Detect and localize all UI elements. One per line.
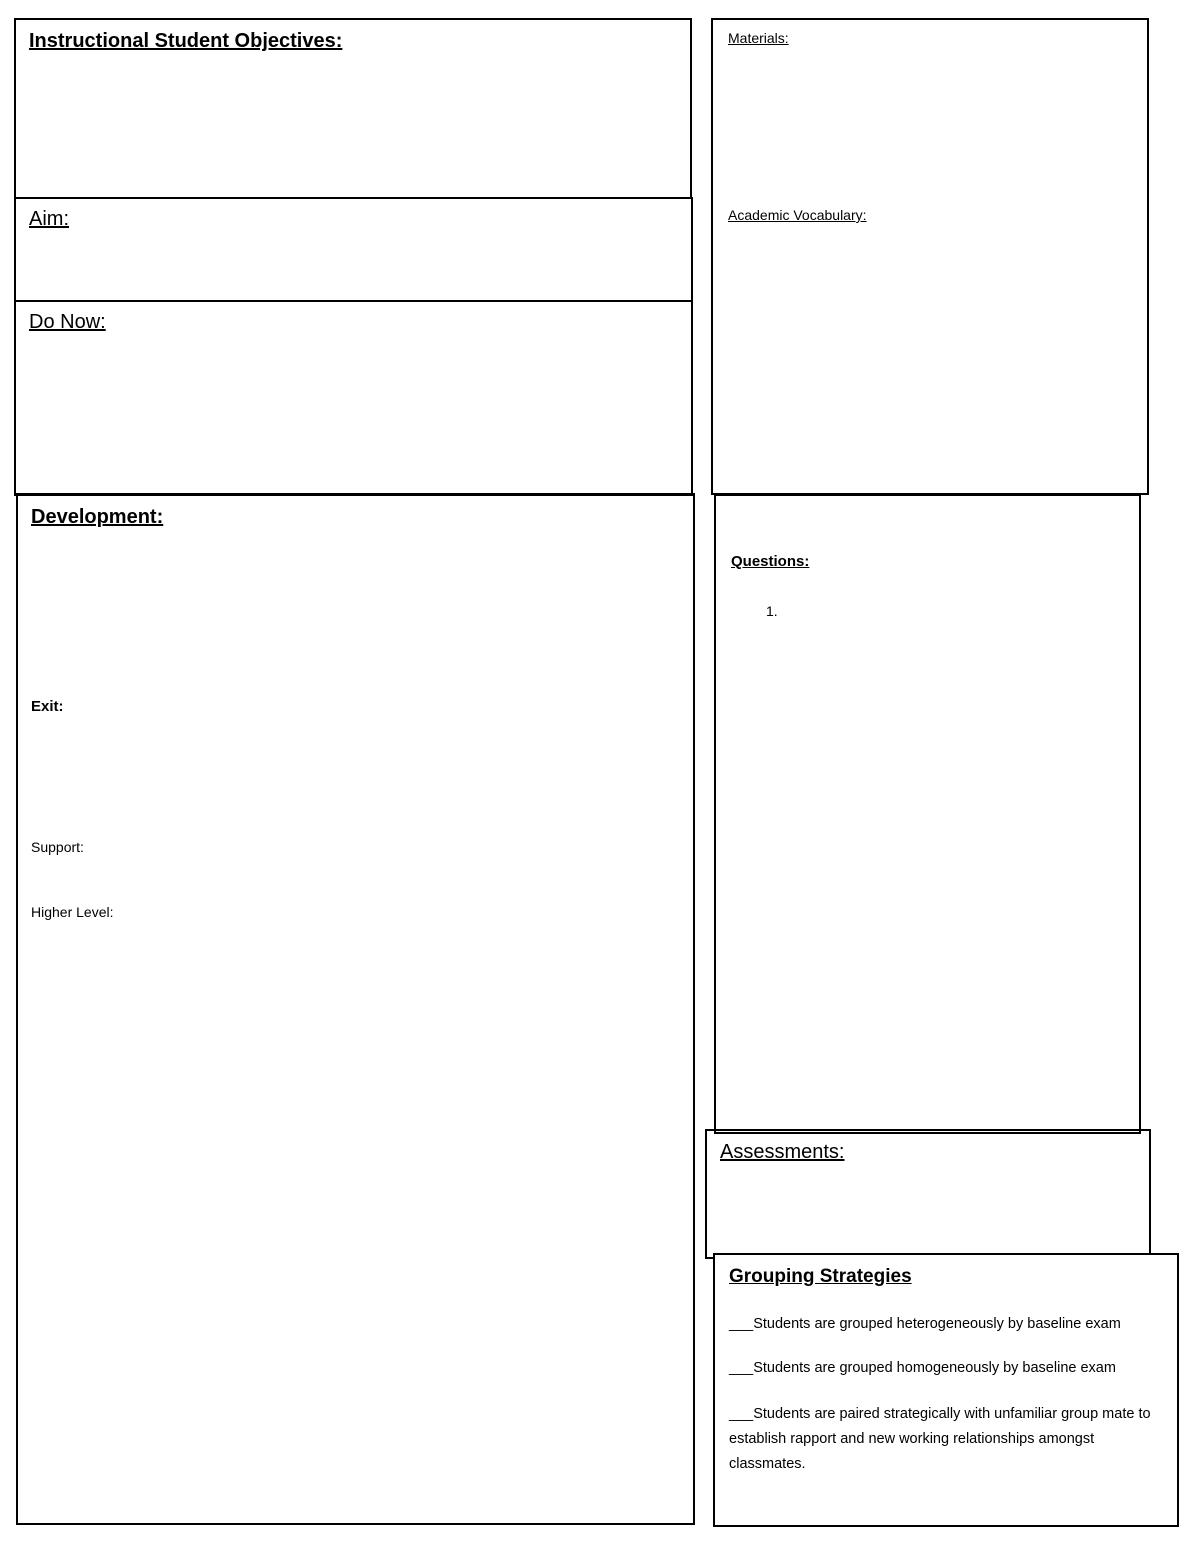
aim-title: Aim: xyxy=(29,208,69,230)
grouping-box xyxy=(713,1253,1179,1527)
higher-level-label: Higher Level: xyxy=(31,904,114,920)
development-title: Development: xyxy=(31,506,164,528)
materials-title: Materials: xyxy=(728,30,789,46)
assessments-title: Assessments: xyxy=(720,1141,845,1163)
questions-box xyxy=(714,494,1141,1134)
grouping-option-heterogeneous: ___Students are grouped heterogeneously by baseline exam xyxy=(729,1316,1121,1332)
support-label: Support: xyxy=(31,839,84,855)
grouping-option-homogeneous: ___Students are grouped homogeneously by baseline exam xyxy=(729,1360,1116,1376)
grouping-option-paired: ___Students are paired strategically with unfamiliar group mate to establish rapport and new working relationships amongst classmates. xyxy=(729,1406,1151,1472)
questions-title: Questions: xyxy=(731,553,810,570)
do-now-title: Do Now: xyxy=(29,311,106,333)
question-item-1: 1. xyxy=(766,603,778,619)
materials-vocabulary-box xyxy=(711,18,1149,495)
development-box xyxy=(16,493,695,1525)
objectives-title: Instructional Student Objectives: xyxy=(29,30,343,52)
grouping-title: Grouping Strategies xyxy=(729,1266,912,1287)
do-now-box xyxy=(14,300,693,496)
aim-box xyxy=(14,197,693,302)
vocabulary-title: Academic Vocabulary: xyxy=(728,207,867,223)
exit-label: Exit: xyxy=(31,698,64,715)
